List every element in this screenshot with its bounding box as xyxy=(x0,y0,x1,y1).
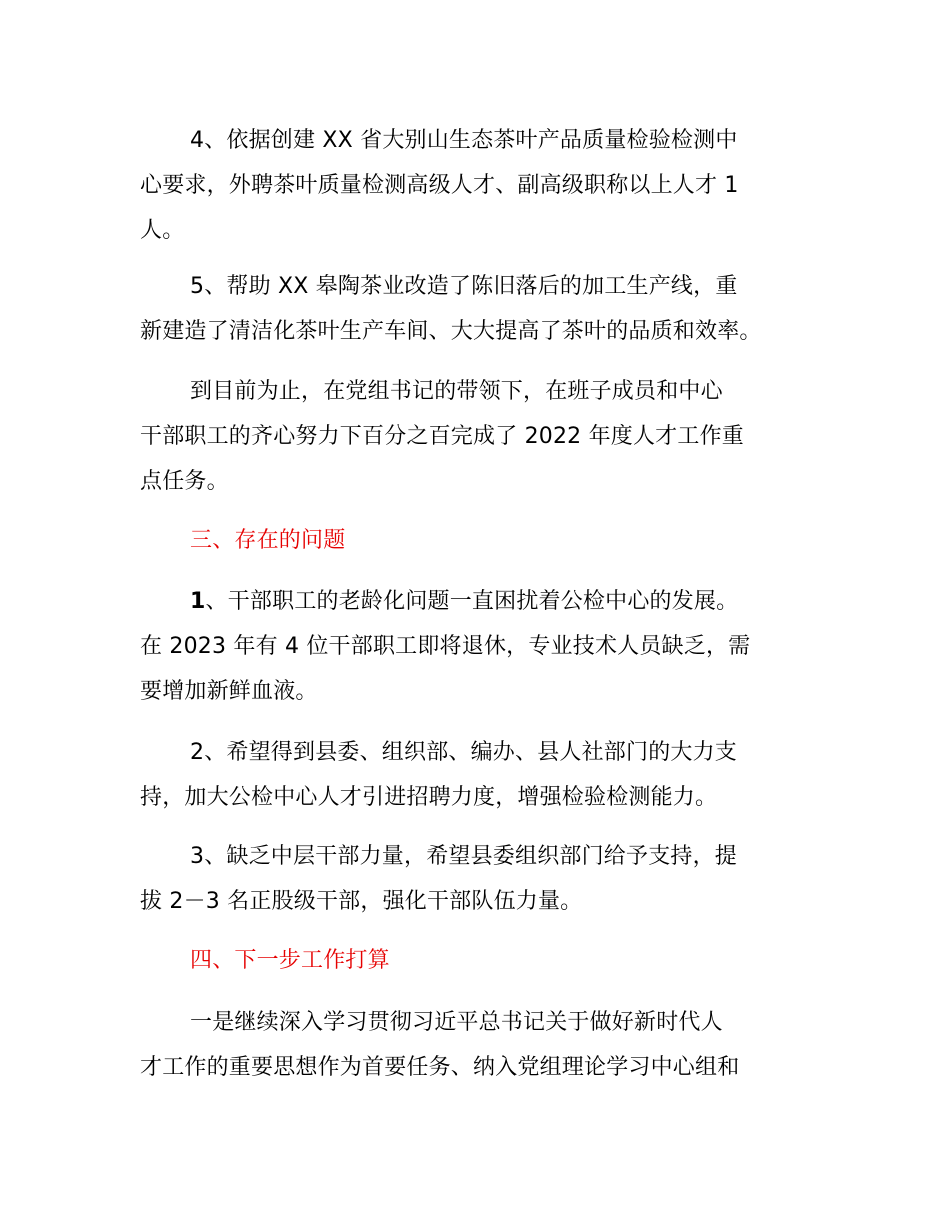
paragraph-line: 点任务。 xyxy=(140,469,229,494)
paragraph-line: 5、帮助 XX 皋陶茶业改造了陈旧落后的加工生产线，重 xyxy=(190,274,738,299)
paragraph-line: 才工作的重要思想作为首要任务、纳入党组理论学习中心组和 xyxy=(140,1055,740,1080)
paragraph-line: 在 2023 年有 4 位干部职工即将退休，专业技术人员缺乏，需 xyxy=(140,634,751,659)
section-heading: 三、存在的问题 xyxy=(190,528,346,553)
item-text: 、干部职工的老龄化问题一直困扰着公检中心的发展。 xyxy=(205,589,739,614)
paragraph-line: 要增加新鲜血液。 xyxy=(140,679,318,704)
paragraph-line: 持，加大公检中心人才引进招聘力度，增强检验检测能力。 xyxy=(140,785,718,810)
section-heading: 四、下一步工作打算 xyxy=(190,948,390,973)
paragraph-line xyxy=(190,587,738,617)
paragraph-line: 一是继续深入学习贯彻习近平总书记关于做好新时代人 xyxy=(190,1010,723,1035)
item-number: 1 xyxy=(190,589,206,614)
paragraph-line: 心要求，外聘茶叶质量检测高级人才、副高级职称以上人才 1 xyxy=(140,173,739,198)
paragraph-line: 新建造了清洁化茶叶生产车间、大大提高了茶叶的品质和效率。 xyxy=(140,319,762,344)
paragraph-line: 2、希望得到县委、组织部、编办、县人社部门的大力支 xyxy=(190,740,737,765)
paragraph-line: 3、缺乏中层干部力量，希望县委组织部门给予支持，提 xyxy=(190,844,737,869)
paragraph-line: 到目前为止，在党组书记的带领下，在班子成员和中心 xyxy=(190,379,723,404)
paragraph-line: 4、依据创建 XX 省大别山生态茶叶产品质量检验检测中 xyxy=(190,128,738,153)
paragraph-line: 干部职工的齐心努力下百分之百完成了 2022 年度人才工作重 xyxy=(140,424,744,449)
paragraph-line: 拔 2－3 名正股级干部，强化干部队伍力量。 xyxy=(140,889,583,914)
paragraph-line: 人。 xyxy=(140,218,185,243)
